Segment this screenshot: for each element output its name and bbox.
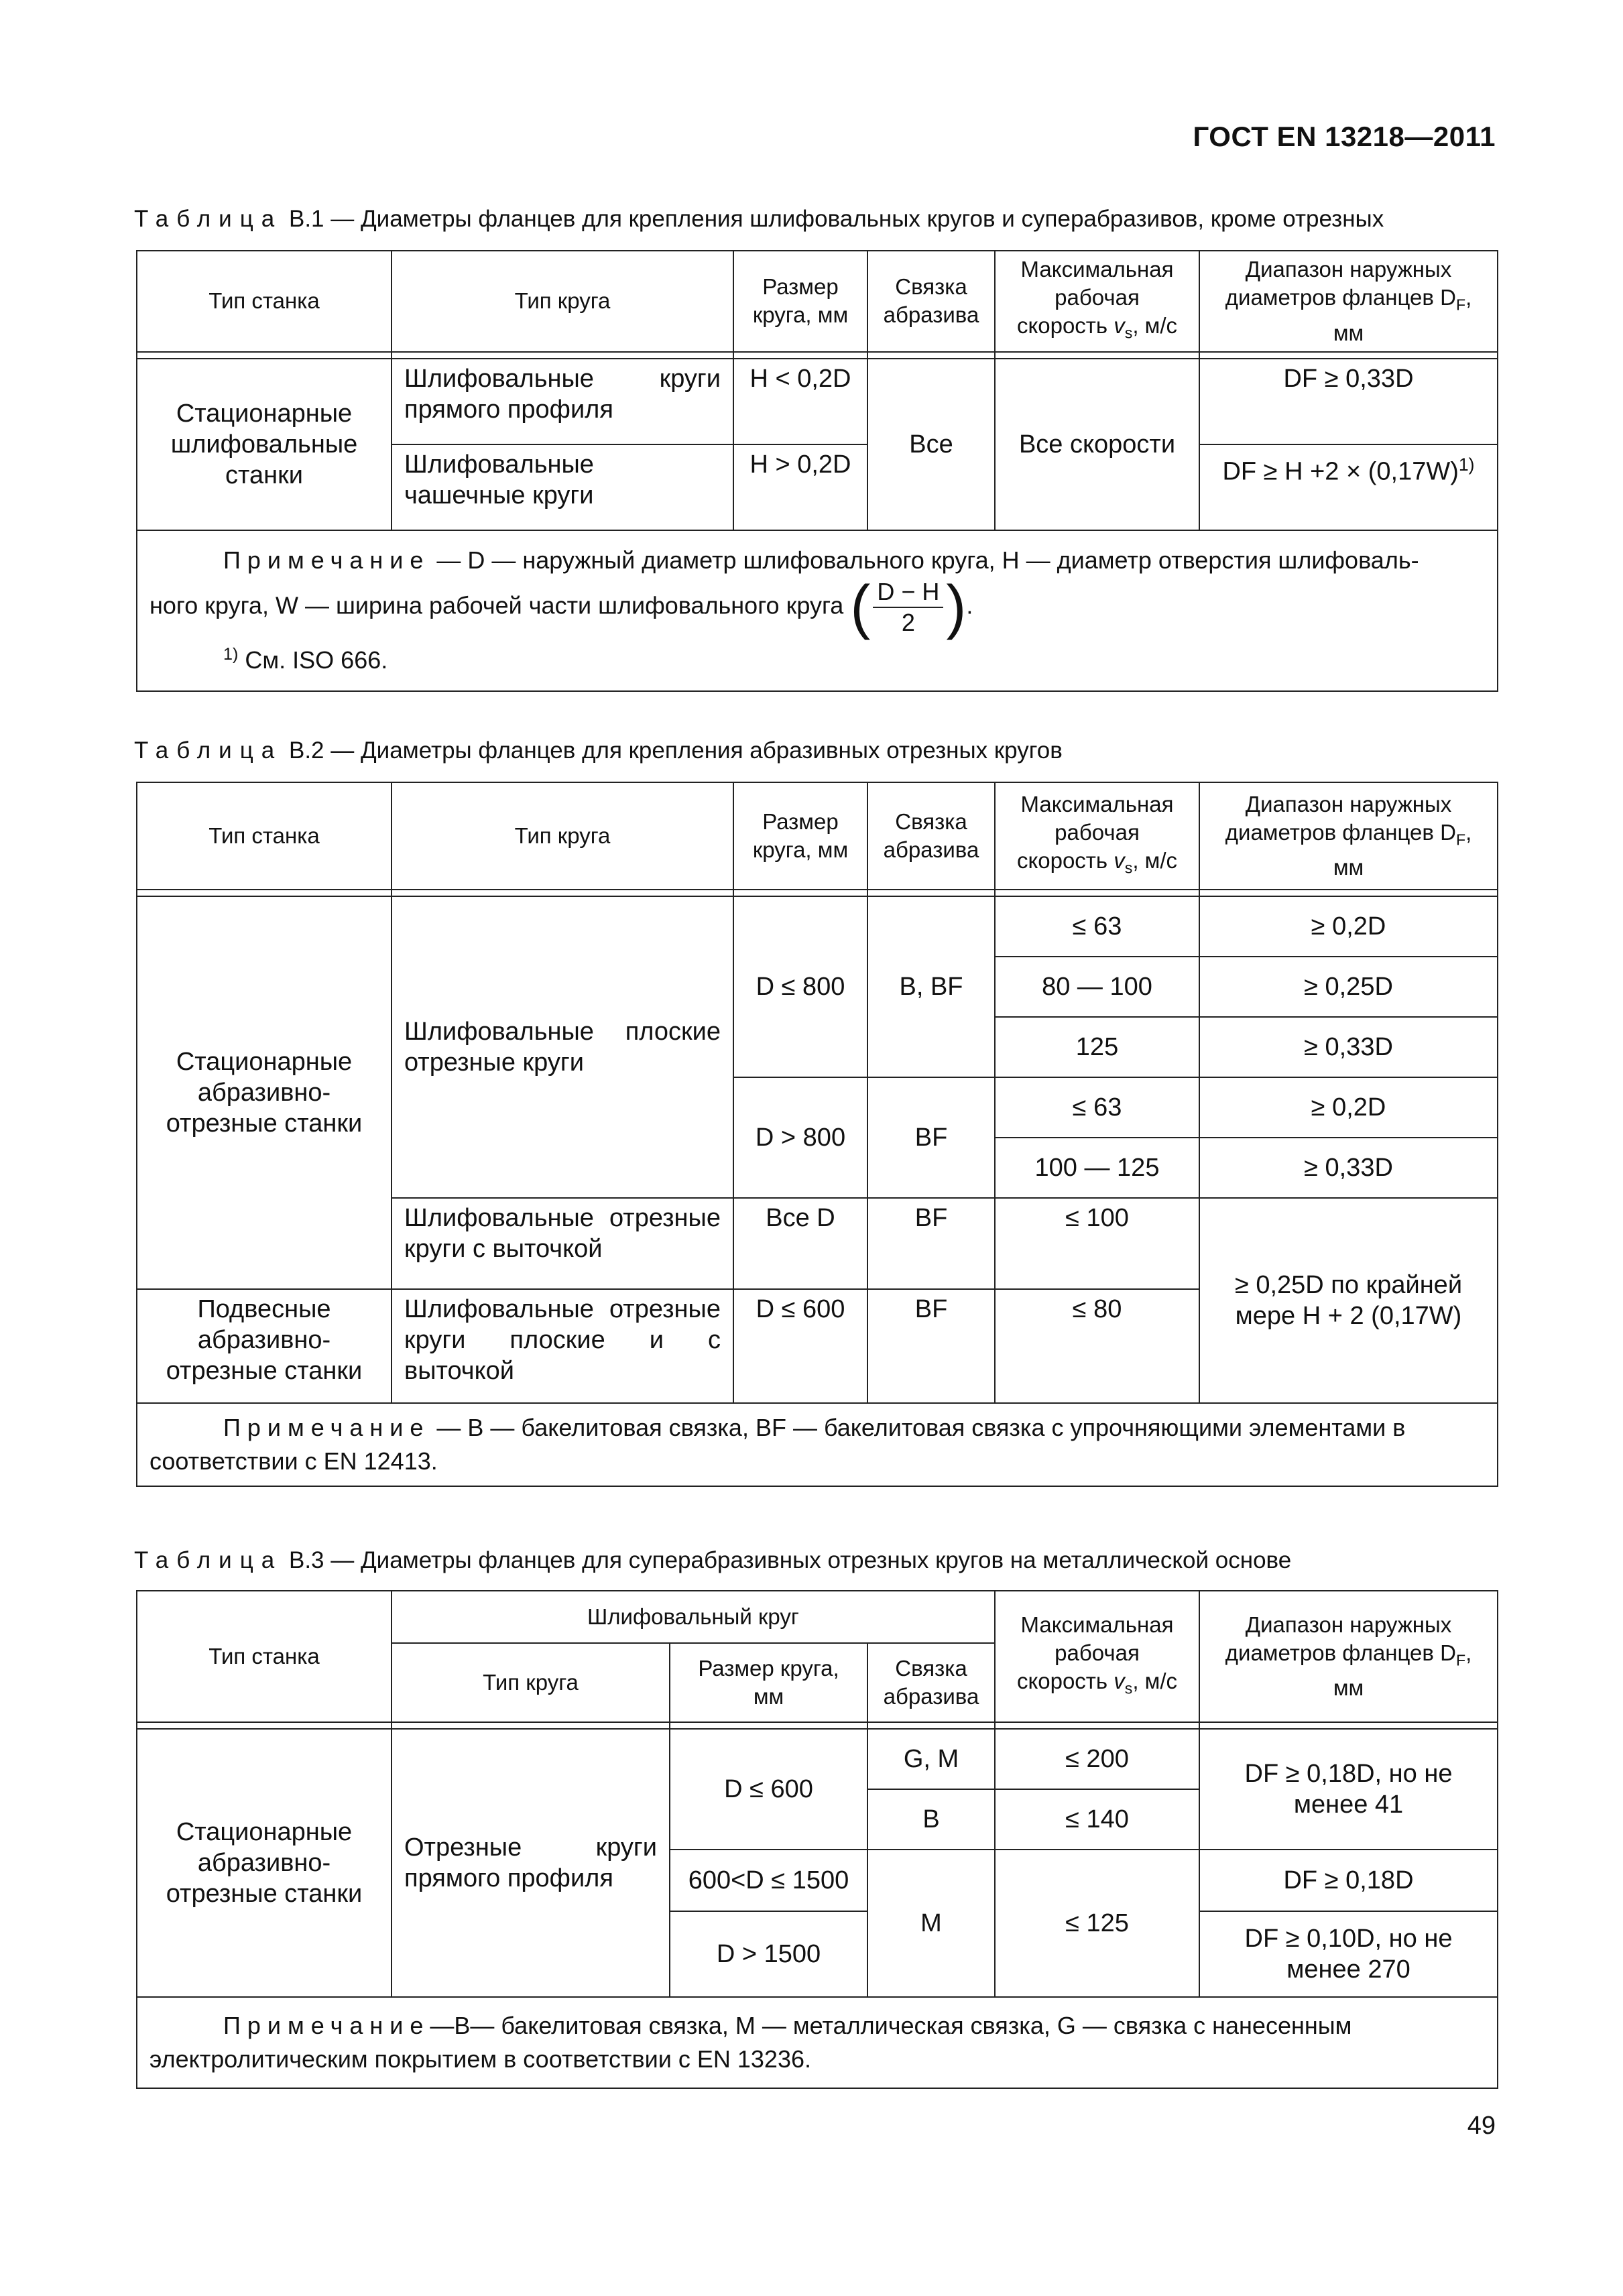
footnote-mark: 1) [223,645,239,664]
table3-header-group: Шлифовальный круг [392,1591,995,1643]
table1-wheel2: Шлифовальные чашечные круги [392,444,733,530]
table2 [136,782,1498,1487]
table2-wheel1: Шлифовальные плоские отрезные круги [392,896,733,1198]
table2-header-speed-text: Максимальная рабочая скорость [1016,791,1174,873]
table2-bond1: B, BF [867,896,995,1077]
table1-header-machine: Тип станка [137,251,392,352]
right-paren: ) [946,574,967,642]
table2-header-range-text: Диапазон наружных диаметров фланцев D [1225,791,1456,845]
table1-title-text: В.1 — Диаметры фланцев для крепления шлифовальных кругов и суперабразивов, кроме отрезных [288,206,1384,232]
table1-row [137,359,1498,444]
table2-speed: 80 — 100 [995,957,1199,1017]
table3-header-machine: Тип станка [137,1591,392,1722]
table1-separator [137,352,1498,359]
table2-machine1: Стационарные абразивно-отрезные станки [137,896,392,1289]
table1-header-range-unit: , мм [1333,285,1472,345]
table2-header-row [137,782,1498,890]
table2-range: ≥ 0,25D [1199,957,1498,1017]
table1-header-speed-unit: , м/с [1132,313,1178,338]
table1-bond: Все [867,359,995,530]
table1-header-speed [995,251,1199,352]
table1-wheel1: Шлифовальные круги прямого профиля [392,359,733,444]
table2-size1: D ≤ 800 [733,896,867,1077]
table2-title-text: В.2 — Диаметры фланцев для крепления абразивных отрезных кругов [288,737,1063,764]
table2-speed: ≤ 80 [995,1289,1199,1403]
table3-header-range [1199,1591,1498,1722]
table2-header-machine: Тип станка [137,782,392,890]
table1-range2-text: DF ≥ H +2 × (0,17W) [1222,457,1459,486]
table2-range-last: ≥ 0,25D по крайней мере H + 2 (0,17W) [1199,1198,1498,1403]
table3-header-speed-sym: v [1114,1668,1125,1693]
table2-header-wheel: Тип круга [392,782,733,890]
table2-bond4: BF [867,1289,995,1403]
table2-speed: ≤ 63 [995,896,1199,957]
table2-header-range [1199,782,1498,890]
table3-speed3: ≤ 125 [995,1850,1199,1997]
table3-range2: DF ≥ 0,18D [1199,1850,1498,1911]
table2-header-speed-sub: s [1124,859,1133,877]
table3-note-label: Примечание [223,2012,430,2039]
page-number: 49 [1467,2112,1496,2140]
table3-speed1: ≤ 200 [995,1729,1199,1789]
left-paren: ( [850,574,871,642]
table3-title-text: В.3 — Диаметры фланцев для суперабразивных отрезных кругов на металлической основе [288,1547,1292,1573]
table1-header-row [137,251,1498,352]
table3 [136,1590,1498,2089]
table3-speed2: ≤ 140 [995,1789,1199,1850]
table1-note-text1: — D — наружный диаметр шлифовального круга, H — диаметр отверстия шлифоваль- [436,546,1419,575]
table3-wheel: Отрезные круги прямого профиля [392,1729,670,1997]
footnote-text: См. ISO 666. [238,646,388,674]
table1-header-speed-sub: s [1124,324,1133,342]
table3-header-speed [995,1591,1199,1722]
table2-title-label: Таблица [134,737,283,764]
table1-range2 [1199,444,1498,530]
table3-header-range-text: Диапазон наружных диаметров фланцев D [1225,1612,1456,1665]
table2-row [137,896,1498,957]
table3-row [137,1729,1498,1789]
table2-size4: D ≤ 600 [733,1289,867,1403]
table3-header-wheel: Тип круга [392,1643,670,1722]
table2-header-speed-sym: v [1114,847,1125,873]
table3-header-size: Размер круга, мм [670,1643,867,1722]
table1-header-speed-sym: v [1114,313,1125,338]
table3-size1: D ≤ 600 [670,1729,867,1850]
table3-note-row [137,1997,1498,2088]
table2-title [134,736,1495,766]
table2-note-text: — B — бакелитовая связка, BF — бакелитовая связка с упрочняющими элементами в соответствии с EN 12413. [149,1414,1406,1475]
table2-size2: D > 800 [733,1077,867,1198]
table3-header-speed-sub: s [1124,1679,1133,1697]
table3-range3: DF ≥ 0,10D, но не менее 270 [1199,1911,1498,1997]
fraction [873,577,943,638]
table1-title [134,204,1495,234]
table2-header-speed [995,782,1199,890]
table3-size2: 600<D ≤ 1500 [670,1850,867,1911]
table2-wheel2: Шлифовальные отрезные круги с выточкой [392,1198,733,1289]
table1-note-text2: ного круга, W — ширина рабочей части шлифовального круга [149,591,844,619]
table2-header-size: Размер круга, мм [733,782,867,890]
table1-size2: H > 0,2D [733,444,867,530]
table1-header-size: Размер круга, мм [733,251,867,352]
table3-header-bond: Связка абразива [867,1643,995,1722]
table2-bond3: BF [867,1198,995,1289]
table3-size3: D > 1500 [670,1911,867,1997]
table2-range: ≥ 0,2D [1199,1077,1498,1138]
table2-note-label: Примечание [223,1414,430,1441]
table3-header-speed-text: Максимальная рабочая скорость [1016,1612,1174,1693]
table3-header-row [137,1591,1498,1643]
table2-range: ≥ 0,33D [1199,1138,1498,1198]
table2-speed: ≤ 100 [995,1198,1199,1289]
standard-header: ГОСТ EN 13218—2011 [1193,121,1496,152]
table2-machine2: Подвесные абразивно-отрезные станки [137,1289,392,1403]
table1-header-range-sub: F [1455,296,1466,314]
table2-speed: 125 [995,1017,1199,1077]
table1-header-wheel: Тип круга [392,251,733,352]
table3-bond3: M [867,1850,995,1997]
table3-range1: DF ≥ 0,18D, но не менее 41 [1199,1729,1498,1850]
table1-header-range-text: Диапазон наружных диаметров фланцев D [1225,257,1456,310]
table3-note-text: —B— бакелитовая связка, M — металлическая связка, G — связка с нанесенным электролитическим покрытием в соответствии с EN 13236. [149,2012,1352,2073]
table1-range1: DF ≥ 0,33D [1199,359,1498,444]
fraction-denominator: 2 [901,609,915,637]
table3-header-range-sub: F [1455,1651,1466,1669]
table1-header-bond: Связка абразива [867,251,995,352]
table3-header-range-unit: , мм [1333,1640,1472,1701]
table2-range: ≥ 0,33D [1199,1017,1498,1077]
table2-header-bond: Связка абразива [867,782,995,890]
table1-range2-sup: 1) [1458,454,1475,475]
table3-separator [137,1722,1498,1729]
table3-bond2: B [867,1789,995,1850]
table1-note-label: Примечание [223,546,430,575]
table3-header-speed-unit: , м/с [1132,1668,1178,1693]
table3-machine: Стационарные абразивно-отрезные станки [137,1729,392,1997]
table1-note: Примечание — D — наружный диаметр шлифовального круга, H — диаметр отверстия шлифоваль- ного круга, W — ширина рабочей части шлифовального круга ( $\frac{D - H}{2}$ ). $^{1)}$ См. ISO 666. [137,530,1498,691]
table2-range: ≥ 0,2D [1199,896,1498,957]
table2-speed: ≤ 63 [995,1077,1199,1138]
table1-speed: Все скорости [995,359,1199,530]
table2-header-speed-unit: , м/с [1132,847,1178,873]
table3-title-label: Таблица [134,1547,283,1573]
table1-header-range [1199,251,1498,352]
table2-speed: 100 — 125 [995,1138,1199,1198]
table1 [136,250,1498,692]
table1-title-label: Таблица [134,206,283,232]
table3-title [134,1546,1495,1575]
table1-size1: H < 0,2D [733,359,867,444]
table2-separator [137,890,1498,896]
table2-header-range-unit: , мм [1333,819,1472,880]
table2-header-range-sub: F [1455,831,1466,849]
table2-size3: Все D [733,1198,867,1289]
table1-header-speed-text: Максимальная рабочая скорость [1016,257,1174,338]
fraction-numerator: D − H [873,577,943,608]
table3-bond1: G, M [867,1729,995,1789]
table1-note-row [137,530,1498,691]
table3-note [137,1997,1498,2088]
table2-bond2: BF [867,1077,995,1198]
table2-note-row [137,1403,1498,1486]
table2-note [137,1403,1498,1486]
table2-wheel3: Шлифовальные отрезные круги плоские и с выточкой [392,1289,733,1403]
table1-machine: Стационарные шлифовальные станки [137,359,392,530]
